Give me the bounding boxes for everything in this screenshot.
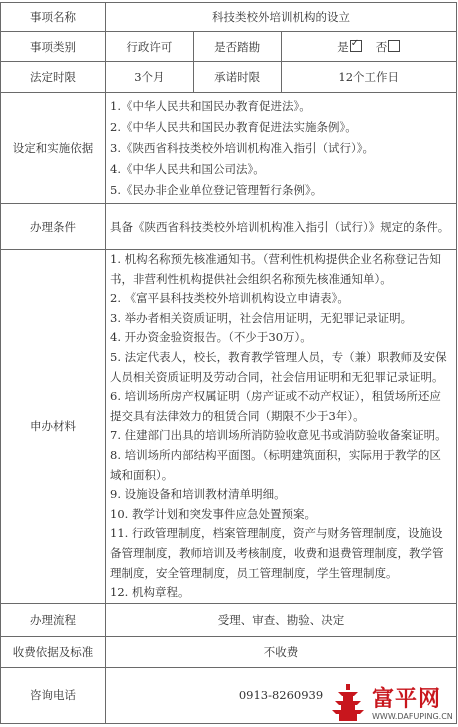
phone-label: 咨询电话: [1, 667, 106, 723]
basis-item: 5.《民办非企业单位登记管理暂行条例》。: [110, 182, 323, 197]
material-item: 3. 举办者相关资质证明，社会信用证明，无犯罪记录证明。: [110, 310, 413, 325]
row-category: [1, 32, 457, 62]
process-label: 办理流程: [1, 603, 106, 636]
item-name-label: 事项名称: [1, 3, 106, 32]
phone-value: 0913-8260939: [106, 667, 457, 723]
material-item: 2. 《富平县科技类校外培训机构设立申请表》。: [110, 291, 349, 306]
basis-item: 3.《陕西省科技类校外培训机构准入指引（试行）》。: [110, 140, 374, 155]
inspect-yes-label: 是: [337, 39, 349, 54]
basis-item: 2.《中华人民共和国民办教育促进法实施条例》。: [110, 119, 357, 134]
promise-label: 承诺时限: [193, 62, 281, 93]
material-item: 7. 住建部门出具的培训场所消防验收意见书或消防验收备案证明。: [110, 428, 447, 443]
basis-label: 设定和实施依据: [1, 93, 106, 204]
row-materials: [1, 250, 457, 604]
basis-content: [106, 93, 457, 204]
watermark-url: WWW.DAFUPING.CN: [372, 712, 453, 721]
row-conditions: [1, 204, 457, 250]
material-item: 6. 培训场所房产权属证明（房产证或不动产权证），租赁场所还应提交具有法律效力的租赁合同（期限不少于3年）。: [110, 389, 441, 423]
material-item: 8. 培训场所内部结构平面图。（标明建筑面积，实际用于教学的区域和面积）。: [110, 447, 441, 482]
watermark: [330, 682, 458, 727]
category-value: 行政许可: [106, 32, 194, 62]
item-name-value: 科技类校外培训机构的设立: [106, 3, 457, 32]
inspect-no-label: 否: [375, 39, 388, 54]
basis-item: 1.《中华人民共和国民办教育促进法》。: [110, 98, 311, 113]
materials-content: [106, 250, 457, 604]
inspect-options: [281, 32, 457, 62]
materials-label: 申办材料: [1, 250, 106, 604]
basis-item: 4.《中华人民共和国公司法》。: [110, 161, 265, 176]
material-item: 4. 开办资金验资报告。（不少于30万）。: [110, 330, 312, 345]
material-item: 5. 法定代表人，校长，教育教学管理人员，专（兼）职教师及安保人员相关资质证明及劳动合同，社会信用证明和无犯罪记录证明。: [110, 349, 447, 384]
material-item: 9. 设施设备和培训教材清单明细。: [110, 487, 286, 502]
material-item: 12. 机构章程。: [110, 585, 190, 600]
fee-value: 不收费: [106, 636, 457, 667]
service-guide-table: [0, 2, 457, 724]
conditions-label: 办理条件: [1, 204, 106, 250]
material-item: 1. 机构名称预先核准通知书。（营利性机构提供企业名称登记告知书，非营利性机构提供社会组织名称预先核准通知单）。: [110, 252, 441, 286]
watermark-brand: 富平网: [372, 687, 442, 712]
row-process: [1, 603, 457, 636]
category-label: 事项类别: [1, 32, 106, 62]
pagoda-logo-icon: [330, 682, 366, 722]
row-basis: [1, 93, 457, 204]
row-item-name: [1, 3, 457, 32]
fee-label: 收费依据及标准: [1, 636, 106, 667]
process-value: 受理、审查、勘验、决定: [106, 603, 457, 636]
inspect-no-checkbox: [388, 40, 400, 52]
basis-list: [110, 96, 452, 201]
limit-label: 法定时限: [1, 62, 106, 93]
promise-value: 12个工作日: [281, 62, 457, 93]
limit-value: 3个月: [106, 62, 194, 93]
conditions-text: 具备《陕西省科技类校外培训机构准入指引（试行）》规定的条件。: [106, 204, 457, 250]
material-item: 10. 教学计划和突发事件应急处置预案。: [110, 506, 316, 521]
inspect-yes-checkbox: [350, 40, 362, 52]
row-time-limit: [1, 62, 457, 93]
material-item: 11. 行政管理制度，档案管理制度，资产与财务管理制度，设施设备管理制度，教师培训及考核制度，收费和退费管理制度，教学管理制度，安全管理制度，员工管理制度，学生管理制度。: [110, 526, 444, 580]
inspect-label: 是否踏勘: [193, 32, 281, 62]
row-fee: [1, 636, 457, 667]
